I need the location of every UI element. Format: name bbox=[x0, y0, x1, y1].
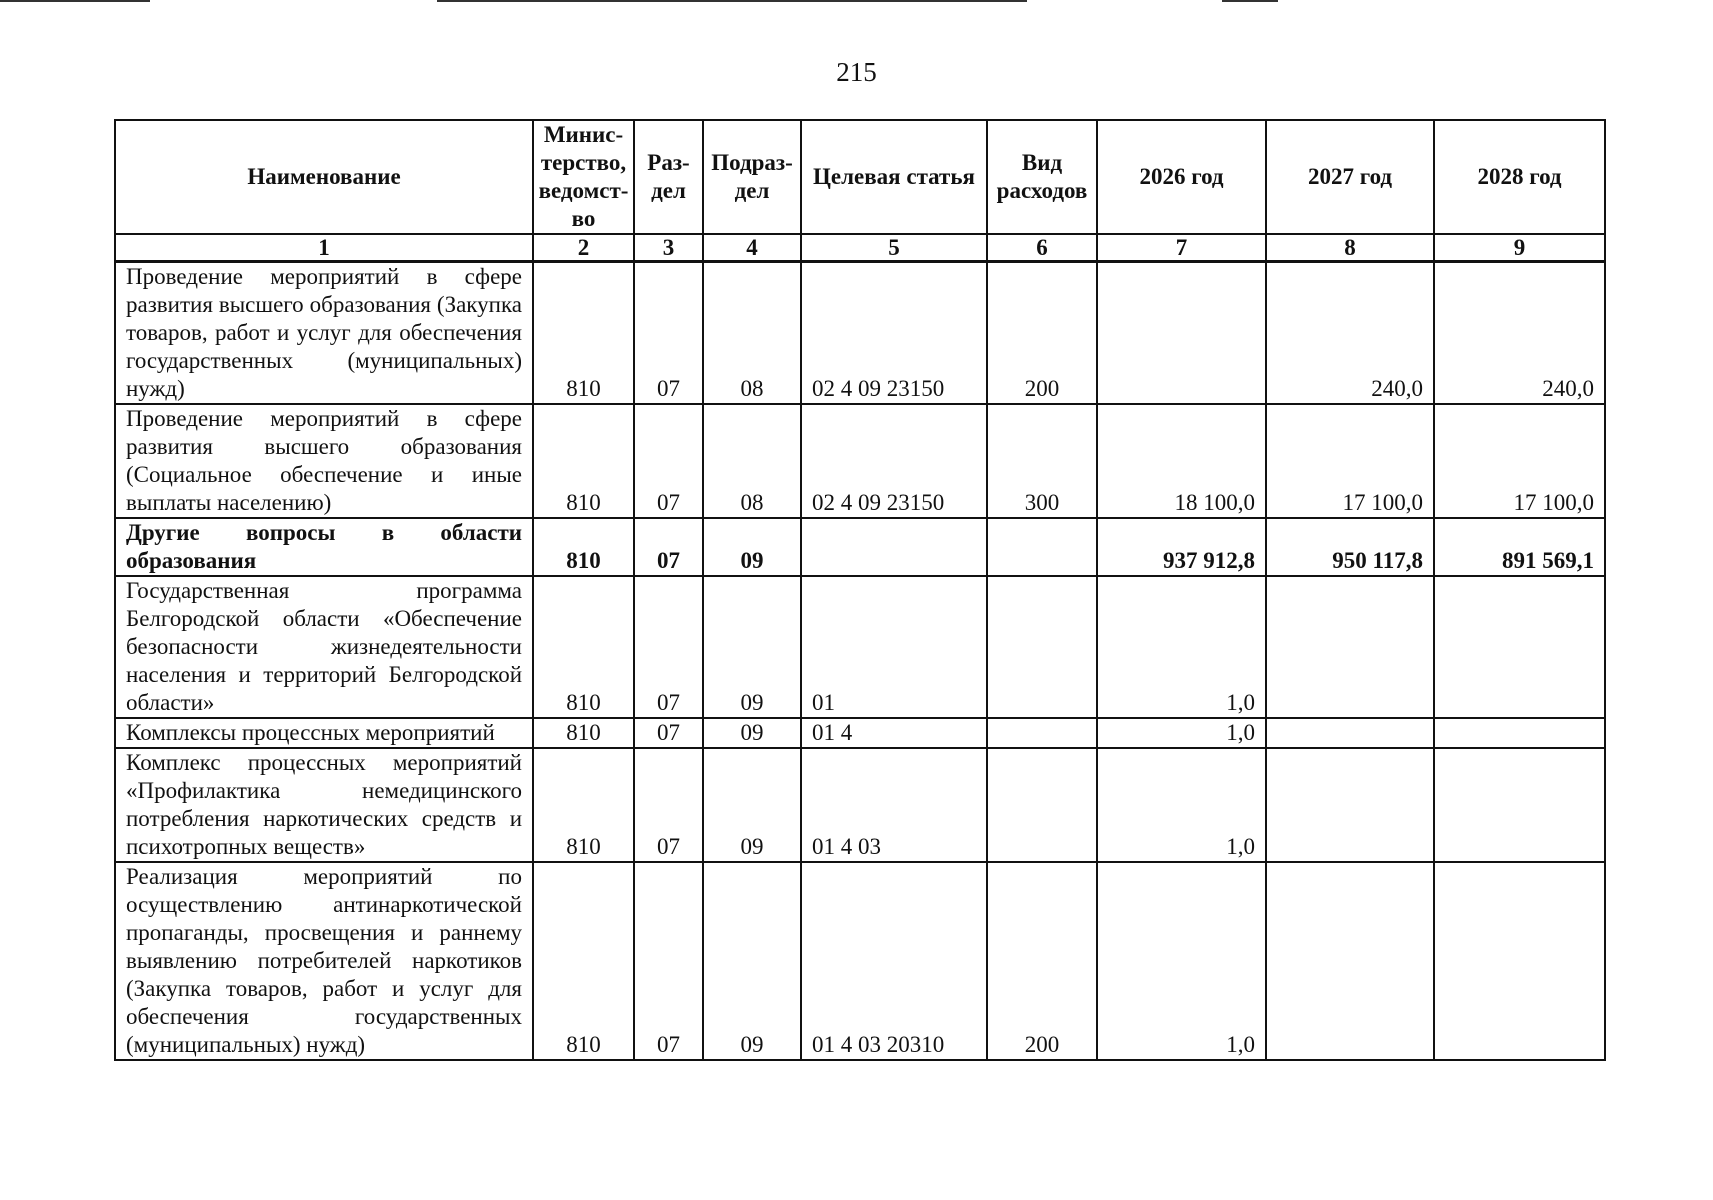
row-target-article: 02 4 09 23150 bbox=[801, 404, 987, 518]
header-expense-type: Вид расходов bbox=[987, 120, 1097, 234]
row-subsection: 09 bbox=[703, 748, 801, 862]
row-name: Государственная программа Белгородской области «Обеспечение безопасности жизнедеятельности населения и территорий Белгородской области» bbox=[115, 576, 533, 718]
table-row bbox=[115, 862, 1605, 1060]
row-ministry: 810 bbox=[533, 718, 634, 748]
row-amount-2028: 17 100,0 bbox=[1434, 404, 1605, 518]
row-target-article: 01 4 03 20310 bbox=[801, 862, 987, 1060]
row-expense-type: 300 bbox=[987, 404, 1097, 518]
row-expense-type bbox=[987, 576, 1097, 718]
table-row bbox=[115, 262, 1605, 405]
row-amount-2028: 240,0 bbox=[1434, 262, 1605, 405]
page-number: 215 bbox=[836, 57, 877, 87]
row-amount-2028 bbox=[1434, 862, 1605, 1060]
column-number: 5 bbox=[801, 234, 987, 262]
budget-table bbox=[114, 119, 1606, 1061]
row-amount-2027 bbox=[1266, 748, 1434, 862]
row-section: 07 bbox=[634, 576, 703, 718]
row-expense-type: 200 bbox=[987, 862, 1097, 1060]
row-name: Комплекс процессных мероприятий «Профилактика немедицинского потребления наркотических средств и психотропных веществ» bbox=[115, 748, 533, 862]
row-expense-type bbox=[987, 518, 1097, 576]
row-subsection: 08 bbox=[703, 262, 801, 405]
row-amount-2027: 17 100,0 bbox=[1266, 404, 1434, 518]
header-year-2028: 2028 год bbox=[1434, 120, 1605, 234]
row-section: 07 bbox=[634, 862, 703, 1060]
table-row-section-total bbox=[115, 518, 1605, 576]
row-subsection: 09 bbox=[703, 862, 801, 1060]
row-ministry: 810 bbox=[533, 404, 634, 518]
row-target-article: 02 4 09 23150 bbox=[801, 262, 987, 405]
row-expense-type: 200 bbox=[987, 262, 1097, 405]
header-section: Раз-дел bbox=[634, 120, 703, 234]
row-amount-2027 bbox=[1266, 718, 1434, 748]
row-amount-2026: 937 912,8 bbox=[1097, 518, 1266, 576]
column-number: 2 bbox=[533, 234, 634, 262]
row-ministry: 810 bbox=[533, 748, 634, 862]
row-ministry: 810 bbox=[533, 862, 634, 1060]
row-amount-2027 bbox=[1266, 862, 1434, 1060]
row-section: 07 bbox=[634, 748, 703, 862]
table-row bbox=[115, 718, 1605, 748]
row-target-article: 01 4 bbox=[801, 718, 987, 748]
row-subsection: 08 bbox=[703, 404, 801, 518]
column-number: 7 bbox=[1097, 234, 1266, 262]
header-name: Наименование bbox=[115, 120, 533, 234]
header-subsection: Подраз-дел bbox=[703, 120, 801, 234]
row-section: 07 bbox=[634, 262, 703, 405]
scan-edge-line-right bbox=[1222, 0, 1278, 2]
row-section: 07 bbox=[634, 718, 703, 748]
row-amount-2026 bbox=[1097, 262, 1266, 405]
row-amount-2027: 950 117,8 bbox=[1266, 518, 1434, 576]
column-number: 4 bbox=[703, 234, 801, 262]
row-amount-2026: 1,0 bbox=[1097, 718, 1266, 748]
row-section: 07 bbox=[634, 518, 703, 576]
column-number: 8 bbox=[1266, 234, 1434, 262]
row-ministry: 810 bbox=[533, 576, 634, 718]
row-name: Комплексы процессных мероприятий bbox=[115, 718, 533, 748]
row-name: Проведение мероприятий в сфере развития высшего образования (Социальное обеспечение и иные выплаты населению) bbox=[115, 404, 533, 518]
row-subsection: 09 bbox=[703, 718, 801, 748]
row-amount-2026: 1,0 bbox=[1097, 862, 1266, 1060]
row-amount-2027: 240,0 bbox=[1266, 262, 1434, 405]
header-ministry: Минис-терство, ведомст-во bbox=[533, 120, 634, 234]
row-name: Другие вопросы в области образования bbox=[115, 518, 533, 576]
row-subsection: 09 bbox=[703, 518, 801, 576]
header-year-2026: 2026 год bbox=[1097, 120, 1266, 234]
row-amount-2028 bbox=[1434, 576, 1605, 718]
table-row bbox=[115, 404, 1605, 518]
row-expense-type bbox=[987, 718, 1097, 748]
row-name: Проведение мероприятий в сфере развития высшего образования (Закупка товаров, работ и услуг для обеспечения государственных (муниципальных) нужд) bbox=[115, 262, 533, 405]
column-number: 1 bbox=[115, 234, 533, 262]
row-expense-type bbox=[987, 748, 1097, 862]
row-amount-2028: 891 569,1 bbox=[1434, 518, 1605, 576]
row-ministry: 810 bbox=[533, 518, 634, 576]
row-target-article: 01 bbox=[801, 576, 987, 718]
column-number: 9 bbox=[1434, 234, 1605, 262]
row-amount-2026: 1,0 bbox=[1097, 748, 1266, 862]
row-subsection: 09 bbox=[703, 576, 801, 718]
header-year-2027: 2027 год bbox=[1266, 120, 1434, 234]
row-amount-2026: 1,0 bbox=[1097, 576, 1266, 718]
row-amount-2027 bbox=[1266, 576, 1434, 718]
column-number: 3 bbox=[634, 234, 703, 262]
column-number: 6 bbox=[987, 234, 1097, 262]
scan-edge-line-left bbox=[0, 0, 150, 2]
row-target-article bbox=[801, 518, 987, 576]
row-section: 07 bbox=[634, 404, 703, 518]
row-name: Реализация мероприятий по осуществлению антинаркотической пропаганды, просвещения и раннему выявлению потребителей наркотиков (Закупка товаров, работ и услуг для обеспечения государственных (муниципальных) нужд) bbox=[115, 862, 533, 1060]
header-target-article: Целевая статья bbox=[801, 120, 987, 234]
table-header-row bbox=[115, 120, 1605, 234]
table-row bbox=[115, 576, 1605, 718]
row-amount-2028 bbox=[1434, 718, 1605, 748]
column-number-row bbox=[115, 234, 1605, 262]
row-amount-2028 bbox=[1434, 748, 1605, 862]
row-amount-2026: 18 100,0 bbox=[1097, 404, 1266, 518]
table-row bbox=[115, 748, 1605, 862]
row-target-article: 01 4 03 bbox=[801, 748, 987, 862]
scan-edge-line-center bbox=[437, 0, 1027, 2]
row-ministry: 810 bbox=[533, 262, 634, 405]
